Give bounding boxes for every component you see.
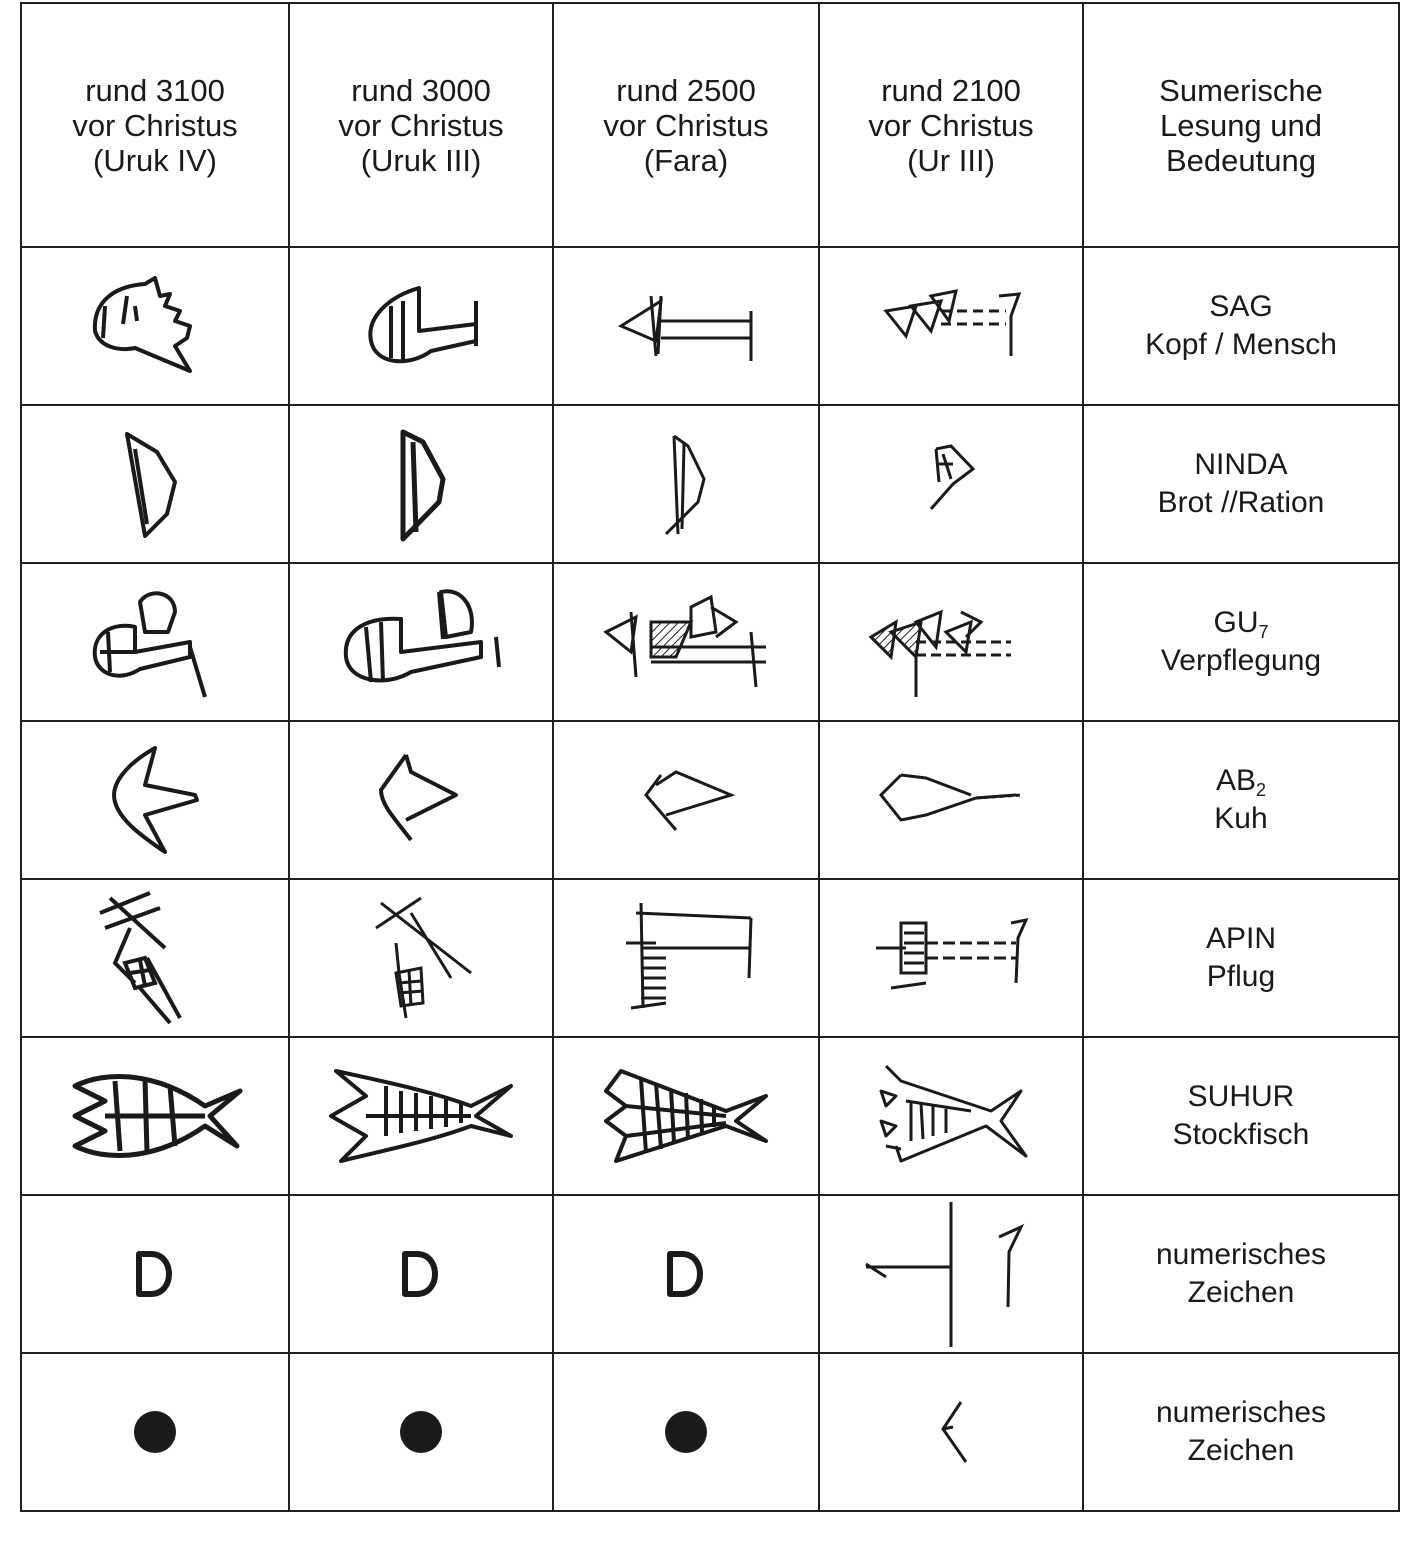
- sign-cell: [21, 247, 289, 405]
- header-line: (Uruk IV): [93, 142, 217, 178]
- bread-bowl-sign-icon: [891, 424, 1011, 544]
- header-line: rund 2100: [881, 72, 1021, 108]
- table-row: [21, 1195, 1399, 1353]
- sign-cell: [21, 721, 289, 879]
- table-row: [21, 721, 1399, 879]
- header-line: vor Christus: [72, 107, 238, 143]
- sumerian-reading: [1084, 604, 1398, 642]
- sign-cell: [553, 247, 819, 405]
- sign-cell: [819, 1037, 1083, 1195]
- sign-cell: [819, 879, 1083, 1037]
- eat-sign-icon: [80, 577, 230, 707]
- sumerian-reading: APIN: [1205, 922, 1277, 955]
- numeric-dot-sign-icon: [661, 1407, 711, 1457]
- head-sign-icon: [606, 266, 766, 386]
- cow-sign-icon: [616, 740, 756, 860]
- sign-cell: [819, 563, 1083, 721]
- cow-sign-icon: [85, 740, 225, 860]
- sumerian-reading: [1084, 762, 1398, 800]
- sign-cell: [819, 247, 1083, 405]
- reading-cell: [1083, 1037, 1399, 1195]
- header-row: [21, 3, 1399, 247]
- sign-cell: [553, 1037, 819, 1195]
- sign-cell: [553, 721, 819, 879]
- sign-cell: [289, 1195, 553, 1353]
- sign-cell: [21, 405, 289, 563]
- numeric-d-sign-icon: [391, 1244, 451, 1304]
- german-meaning: Brot //Ration: [1157, 486, 1325, 519]
- sumerian-reading: NINDA: [1194, 448, 1288, 481]
- bread-bowl-sign-icon: [626, 424, 746, 544]
- german-meaning: Pflug: [1206, 960, 1276, 993]
- sign-cell: [819, 405, 1083, 563]
- bread-bowl-sign-icon: [95, 424, 215, 544]
- sign-cell: [21, 1195, 289, 1353]
- table-row: [21, 405, 1399, 563]
- plough-sign-icon: [351, 888, 491, 1028]
- sign-cell: [553, 1195, 819, 1353]
- header-line: Lesung und: [1159, 107, 1323, 143]
- header-line: (Uruk III): [360, 142, 482, 178]
- sign-cell: [553, 405, 819, 563]
- reading-cell: [1083, 563, 1399, 721]
- header-line: (Fara): [643, 142, 729, 178]
- eat-sign-icon: [861, 577, 1041, 707]
- cow-sign-icon: [351, 740, 491, 860]
- header-reading-meaning: [1083, 3, 1399, 247]
- sign-cell: [289, 563, 553, 721]
- header-period-3000: [289, 3, 553, 247]
- plough-sign-icon: [611, 898, 761, 1018]
- reading-cell: [1083, 247, 1399, 405]
- sign-cell: [289, 405, 553, 563]
- header-line: (Ur III): [907, 142, 995, 178]
- fish-sign-icon: [596, 1061, 776, 1171]
- sign-cell: [21, 563, 289, 721]
- sign-cell: [21, 1037, 289, 1195]
- sign-cell: [819, 721, 1083, 879]
- numeric-vertical-wedge-icon: [861, 1202, 1041, 1347]
- header-line: vor Christus: [338, 107, 504, 143]
- header-line: Sumerische: [1159, 72, 1323, 108]
- eat-sign-icon: [596, 577, 776, 707]
- german-meaning: Zeichen: [1187, 1276, 1295, 1309]
- german-meaning: Zeichen: [1187, 1434, 1295, 1467]
- fish-sign-icon: [65, 1061, 245, 1171]
- german-meaning: Kuh: [1214, 802, 1268, 835]
- header-line: vor Christus: [868, 107, 1034, 143]
- head-sign-icon: [871, 266, 1031, 386]
- header-line: vor Christus: [603, 107, 769, 143]
- header-period-3100: [21, 3, 289, 247]
- sign-cell: [21, 879, 289, 1037]
- fish-sign-icon: [321, 1061, 521, 1171]
- sign-cell: [819, 1195, 1083, 1353]
- sumerian-reading: SAG: [1209, 290, 1273, 323]
- sign-cell: [289, 879, 553, 1037]
- reading-cell: [1083, 879, 1399, 1037]
- numeric-d-sign-icon: [125, 1244, 185, 1304]
- reading-cell: [1083, 1195, 1399, 1353]
- plough-sign-icon: [85, 888, 225, 1028]
- numeric-corner-wedge-icon: [921, 1397, 981, 1467]
- german-meaning: Kopf / Mensch: [1145, 328, 1337, 361]
- sign-cell: [289, 721, 553, 879]
- sign-cell: [289, 247, 553, 405]
- numeric-dot-sign-icon: [396, 1407, 446, 1457]
- fish-sign-icon: [861, 1061, 1041, 1171]
- german-meaning: Stockfisch: [1172, 1118, 1310, 1151]
- table-row: [21, 563, 1399, 721]
- header-line: rund 2500: [616, 72, 756, 108]
- reading-cell: [1083, 721, 1399, 879]
- sign-cell: [553, 563, 819, 721]
- sign-cell: [819, 1353, 1083, 1511]
- reading-subscript: 7: [1258, 622, 1269, 642]
- sign-cell: [553, 879, 819, 1037]
- plough-sign-icon: [866, 898, 1036, 1018]
- sign-cell: [289, 1037, 553, 1195]
- head-sign-icon: [341, 266, 501, 386]
- cuneiform-evolution-table: [20, 2, 1400, 1512]
- reading-cell: [1083, 1353, 1399, 1511]
- header-period-2100: [819, 3, 1083, 247]
- table-row: [21, 247, 1399, 405]
- reading-cell: [1083, 405, 1399, 563]
- sign-cell: [553, 1353, 819, 1511]
- eat-sign-icon: [331, 577, 511, 707]
- sumerian-reading: SUHUR: [1187, 1080, 1295, 1113]
- table-row: [21, 879, 1399, 1037]
- reading-text: AB: [1215, 764, 1256, 797]
- table-row: [21, 1037, 1399, 1195]
- head-sign-icon: [75, 266, 235, 386]
- sumerian-reading: numerisches: [1155, 1396, 1327, 1429]
- header-line: Bedeutung: [1166, 142, 1316, 178]
- numeric-d-sign-icon: [656, 1244, 716, 1304]
- reading-subscript: 2: [1256, 780, 1267, 800]
- sumerian-reading: numerisches: [1155, 1238, 1327, 1271]
- reading-text: GU: [1213, 606, 1259, 639]
- sign-cell: [289, 1353, 553, 1511]
- german-meaning: Verpflegung: [1160, 644, 1322, 677]
- table-row: [21, 1353, 1399, 1511]
- cow-sign-icon: [866, 740, 1036, 860]
- header-line: rund 3000: [351, 72, 491, 108]
- header-line: rund 3100: [85, 72, 225, 108]
- numeric-dot-sign-icon: [130, 1407, 180, 1457]
- sign-cell: [21, 1353, 289, 1511]
- header-period-2500: [553, 3, 819, 247]
- bread-bowl-sign-icon: [361, 424, 481, 544]
